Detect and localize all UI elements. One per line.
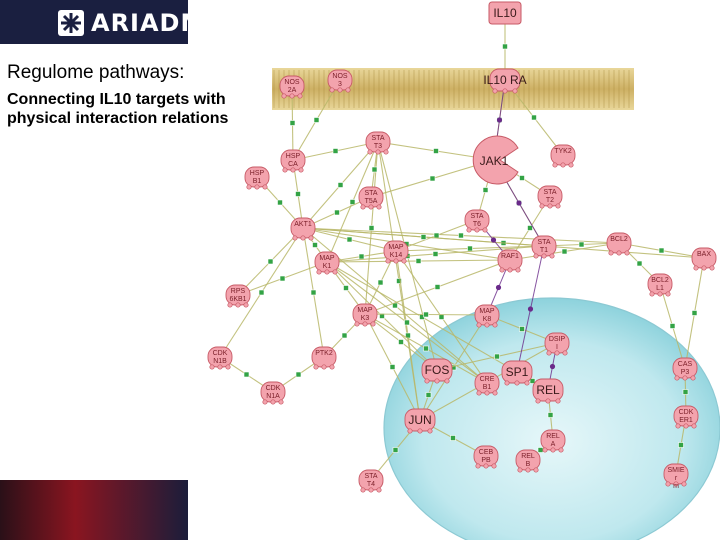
- node-label: B1: [482, 384, 492, 391]
- node-cebpb[interactable]: [474, 446, 498, 468]
- node-rela[interactable]: [541, 430, 565, 452]
- node-label: RPS: [230, 288, 246, 295]
- edge-connector: [338, 183, 343, 188]
- node-stat1[interactable]: [532, 236, 556, 258]
- node-label: STA: [543, 189, 557, 196]
- node-label: ER1: [679, 417, 693, 424]
- page-subtitle: Connecting IL10 targets with physical interaction relations: [7, 91, 229, 127]
- node-label: STA: [364, 190, 378, 197]
- edge-connector: [468, 246, 473, 251]
- edge-connector: [313, 243, 318, 248]
- node-cdkn1b_2[interactable]: [674, 406, 698, 428]
- node-label: IL10: [493, 6, 517, 20]
- node-label: STA: [371, 135, 385, 142]
- node-label: STA: [470, 213, 484, 220]
- node-label: CAS: [677, 361, 693, 368]
- edge-connector: [548, 413, 553, 418]
- node-casp3[interactable]: [673, 358, 697, 380]
- edge-connector: [259, 290, 264, 295]
- node-label: K3: [360, 315, 370, 322]
- node-label: T6: [472, 221, 482, 228]
- node-label: STA: [537, 239, 551, 246]
- node-jak1[interactable]: [473, 136, 518, 184]
- node-label: K1: [322, 263, 332, 270]
- node-mapk1[interactable]: [315, 252, 339, 274]
- edge-connector: [424, 346, 429, 351]
- node-label: SMIE: [667, 467, 685, 474]
- edge-connector: [244, 372, 249, 377]
- node-bcl2[interactable]: [607, 233, 631, 255]
- edge-connector: [296, 192, 301, 197]
- node-nos2a[interactable]: [280, 76, 304, 98]
- node-label: A: [550, 441, 556, 448]
- edge-connector: [390, 365, 395, 370]
- node-label: SP1: [505, 365, 529, 379]
- regulation-dot: [516, 200, 521, 205]
- node-label: CDK: [265, 385, 281, 392]
- node-hspb1[interactable]: [245, 167, 269, 189]
- node-hspca[interactable]: [281, 150, 305, 172]
- edge-connector: [405, 320, 410, 325]
- edge-connector: [314, 118, 319, 123]
- node-label: AKT1: [294, 221, 312, 228]
- node-smad[interactable]: [664, 464, 688, 490]
- node-label: PTK2: [315, 350, 333, 357]
- node-label: PB: [481, 457, 491, 464]
- edge-connector: [290, 121, 295, 126]
- edge-connector: [278, 200, 283, 205]
- node-creb1[interactable]: [475, 373, 499, 395]
- node-label: B: [525, 461, 531, 468]
- node-label: B1: [252, 178, 262, 185]
- edge-connector: [399, 340, 404, 345]
- edge-connector: [333, 149, 338, 154]
- node-label: K8: [482, 316, 492, 323]
- node-label: MAP: [388, 244, 404, 251]
- page-title: Regulome pathways:: [7, 62, 185, 83]
- edge-connector: [679, 443, 684, 448]
- node-label: T3: [373, 143, 383, 150]
- node-label: L1: [656, 285, 664, 292]
- node-label: RAF1: [501, 253, 519, 260]
- edge-connector: [483, 188, 488, 193]
- node-label: MAP: [319, 255, 335, 262]
- node-rps6kb1[interactable]: [226, 285, 250, 307]
- node-cdkn1a[interactable]: [261, 382, 285, 404]
- edge-connector: [562, 249, 567, 254]
- node-label: FOS: [424, 363, 450, 377]
- node-stat3[interactable]: [366, 132, 390, 154]
- node-mapk3[interactable]: [353, 304, 377, 326]
- node-label: I: [556, 344, 558, 351]
- edge-connector: [434, 149, 439, 154]
- edge-connector: [424, 312, 429, 317]
- node-label: K14: [389, 252, 403, 259]
- node-mapk14[interactable]: [384, 241, 408, 263]
- node-label: HSP: [249, 170, 265, 177]
- node-label: BCL2: [651, 277, 669, 284]
- edge-connector: [426, 393, 431, 398]
- node-label: MAP: [479, 308, 495, 315]
- edge-connector: [372, 167, 377, 172]
- edge-connector: [378, 280, 383, 285]
- edge-connector: [459, 233, 464, 238]
- node-label: JAK1: [479, 154, 509, 168]
- edge-connector: [359, 254, 364, 259]
- node-label: P3: [680, 369, 690, 376]
- node-label: STA: [364, 473, 378, 480]
- node-label: 2A: [287, 87, 297, 94]
- node-label: NOS: [332, 73, 348, 80]
- edge-connector: [350, 200, 355, 205]
- node-sp1[interactable]: [502, 361, 532, 385]
- node-label: 3: [338, 81, 342, 88]
- node-label: T5A: [364, 198, 378, 205]
- node-relb[interactable]: [516, 450, 540, 472]
- node-label: BAX: [696, 251, 712, 258]
- node-cdkn1b[interactable]: [208, 347, 232, 369]
- node-mapk8[interactable]: [475, 305, 499, 327]
- node-label: TYK2: [554, 148, 572, 155]
- edge-connector: [451, 436, 456, 441]
- edge-connector: [532, 115, 537, 120]
- node-fos[interactable]: [422, 359, 452, 383]
- regulation-dot: [491, 237, 496, 242]
- node-label: HSP: [285, 153, 301, 160]
- node-label: CDK: [678, 409, 694, 416]
- node-label: m: [673, 483, 679, 490]
- node-label: T1: [539, 247, 549, 254]
- edge-connector: [335, 210, 340, 215]
- node-stat4[interactable]: [359, 470, 383, 492]
- node-label: CDK: [212, 350, 228, 357]
- node-bax[interactable]: [692, 248, 716, 270]
- edge-connector: [503, 44, 508, 49]
- logo-text: ARIADNE: [91, 9, 219, 37]
- edge-connector: [416, 259, 421, 264]
- edge-connector: [692, 311, 697, 316]
- edge-connector: [683, 390, 688, 395]
- node-bcl2l1[interactable]: [648, 274, 672, 296]
- edge-connector: [435, 285, 440, 290]
- node-raf1[interactable]: [498, 250, 522, 272]
- edge-connector: [637, 261, 642, 266]
- regulation-dot: [528, 306, 533, 311]
- edge-connector: [520, 327, 525, 332]
- edge-connector: [538, 448, 543, 453]
- edge-connector: [670, 324, 675, 329]
- node-label: REL: [536, 383, 560, 397]
- edge-connector: [579, 242, 584, 247]
- node-stat2[interactable]: [538, 186, 562, 208]
- edge-connector: [495, 354, 500, 359]
- regulation-dot: [497, 117, 502, 122]
- edge-connector: [280, 276, 285, 281]
- node-label: REL: [546, 433, 560, 440]
- node-label: NOS: [284, 79, 300, 86]
- node-label: N1B: [213, 358, 227, 365]
- node-nos3[interactable]: [328, 70, 352, 92]
- edge-connector: [344, 286, 349, 291]
- node-akt1[interactable]: [291, 218, 315, 240]
- node-label: T4: [366, 481, 376, 488]
- node-il10[interactable]: [489, 2, 521, 24]
- node-label: REL: [521, 453, 535, 460]
- edge-connector: [268, 259, 273, 264]
- edge-connector: [421, 235, 426, 240]
- edge-connector: [520, 176, 525, 181]
- node-jun[interactable]: [405, 409, 435, 433]
- node-label: CEB: [478, 449, 494, 456]
- node-dsip1[interactable]: [545, 333, 569, 355]
- edge-connector: [296, 372, 301, 377]
- node-label: 6KB1: [229, 296, 247, 303]
- edge-connector: [342, 333, 347, 338]
- node-ptk2[interactable]: [312, 347, 336, 369]
- node-stat6[interactable]: [465, 210, 489, 232]
- edge-connector: [439, 315, 444, 320]
- node-stat5a[interactable]: [359, 187, 383, 209]
- edge-connector: [434, 233, 439, 238]
- node-label: DSIP: [548, 336, 566, 343]
- edge-connector: [347, 237, 352, 242]
- node-label: N1A: [266, 393, 280, 400]
- node-label: CA: [288, 161, 298, 168]
- edge-connector: [369, 226, 374, 231]
- node-label: BCL2: [610, 236, 628, 243]
- edge-connector: [528, 226, 533, 231]
- edge-connector: [311, 290, 316, 295]
- regulation-dot: [496, 285, 501, 290]
- node-label: T2: [545, 197, 555, 204]
- edge-connector: [430, 176, 435, 181]
- node-label: MAP: [357, 307, 373, 314]
- edge-connector: [659, 248, 664, 253]
- node-label: IL10 RA: [483, 73, 527, 87]
- edge-connector: [433, 252, 438, 257]
- node-label: CRE: [479, 376, 495, 383]
- edge-connector: [393, 448, 398, 453]
- node-label: JUN: [408, 413, 432, 427]
- regulation-dot: [550, 364, 555, 369]
- node-rel[interactable]: [533, 379, 563, 403]
- node-label: r: [674, 475, 678, 482]
- node-tyk2[interactable]: [551, 145, 575, 167]
